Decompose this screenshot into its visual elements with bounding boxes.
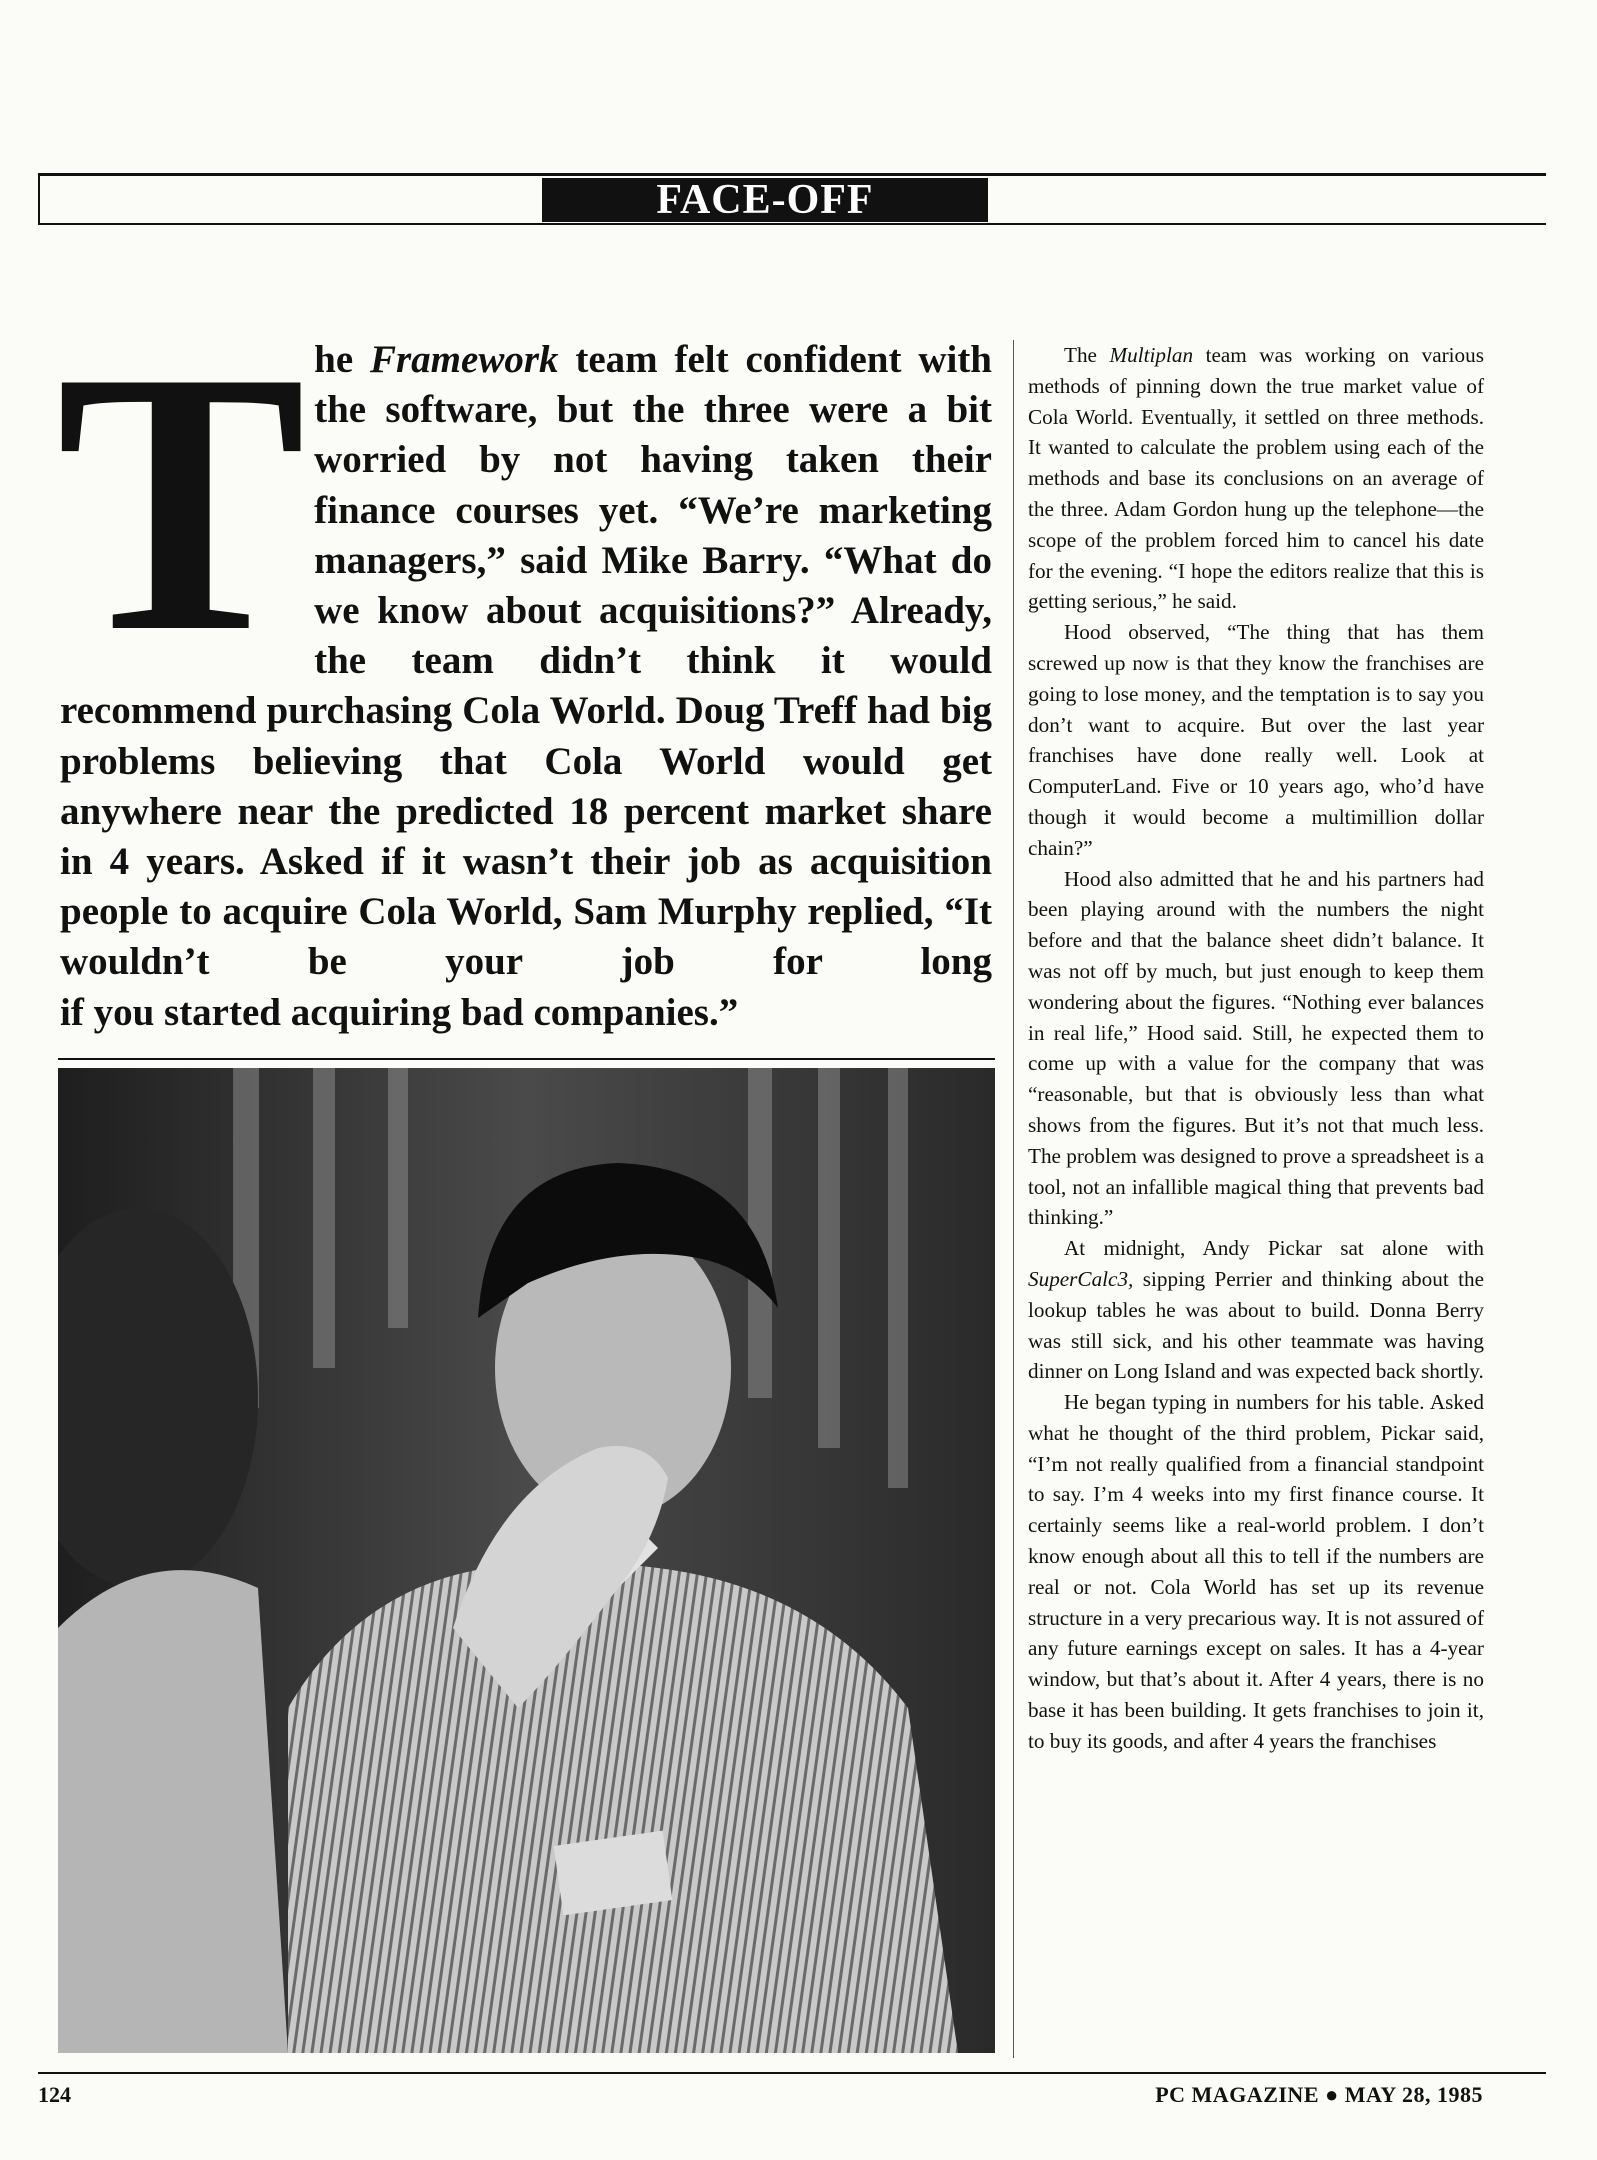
- body-text: At midnight, Andy Pickar sat alone with: [1064, 1236, 1484, 1261]
- header-left-rule: [38, 173, 40, 225]
- page-number: 124: [38, 2082, 71, 2107]
- framework-title: Framework: [369, 338, 559, 381]
- body-paragraph: [1028, 340, 1484, 617]
- header-top-rule: [38, 173, 1546, 176]
- multiplan-title: Multiplan: [1109, 343, 1194, 367]
- publication-credit: PC MAGAZINE ● MAY 28, 1985: [1155, 2082, 1483, 2107]
- photo-man-thinking: [58, 1068, 995, 2053]
- lead-text-start: he: [314, 338, 370, 381]
- body-paragraph: He began typing in numbers for his table. Asked what he thought of the third problem, Pickar said, “I’m not really qualified from a financial standpoint to say. I’m 4 weeks into my first finance course. It certainly seems like a real-world problem. I don’t know enough about all this to tell if the numbers are real or not. Cola World has set up its revenue structure in a very precarious way. It is not assured of any future earnings except on sales. It has a 4-year window, but that’s about it. After 4 years, there is no base it has been building. It gets franchises to join it, to buy its goods, and after 4 years the franchises: [1028, 1390, 1484, 1753]
- body-text: sipping Perrier and thinking about the lookup tables he was about to build. Donna Berry was still sick, and his other teammate was having dinner on Long Island and was expected back shortly.: [1028, 1266, 1484, 1384]
- footer-rule: [38, 2072, 1546, 2074]
- lead-paragraph: [56, 295, 992, 1038]
- body-paragraph: Hood also admitted that he and his partners had been playing around with the numbers the night before and that the balance sheet didn’t balance. It was not off by much, but just enough to keep them wondering about the figures. “Nothing ever balances in real life,” Hood said. Still, he expected them to come up with a value for the company that was “reasonable, but that is obviously less than what shows from the figures. But it’s not that much less. The problem was designed to prove a spreadsheet is a tool, not an infallible magical thing that prevents bad thinking.”: [1028, 866, 1484, 1230]
- photo-top-rule: [58, 1058, 995, 1060]
- drop-cap: T: [56, 295, 307, 710]
- body-column: [1028, 340, 1484, 1757]
- supercalc-title: SuperCalc3,: [1028, 1266, 1134, 1291]
- lead-text-last-line: if you started acquiring bad companies.”: [60, 990, 739, 1034]
- section-label: FACE-OFF: [542, 178, 988, 222]
- header-bottom-rule: [38, 223, 1546, 225]
- body-paragraph: [1028, 1233, 1484, 1387]
- column-divider: [1013, 340, 1014, 2058]
- body-paragraph: Hood observed, “The thing that has them screwed up now is that they know the franchises are going to lose money, and the temptation is to say you don’t want to acquire. But over the last year franchises have done really well. Look at ComputerLand. Five or 10 years ago, who’d have though it would become a multimillion dollar chain?”: [1028, 620, 1484, 860]
- lead-text-body: team felt confident with the software, but the three were a bit worried by not having taken their finance courses yet. “We’re marketing managers,” said Mike Barry. “What do we know about acquisitions?” Already, the team didn’t think it would recommend purchasing Cola World. Doug Treff had big problems believing that Cola World would get anywhere near the predicted 18 percent market share in 4 years. Asked if it wasn’t their job as acquisition people to acquire Cola World, Sam Murphy replied, “It wouldn’t be your job for long: [60, 338, 992, 984]
- body-text: team was working on various methods of pinning down the true market value of Cola World. Eventually, it settled on three methods. It wanted to calculate the problem using each of the methods and base its conclusions on an average of the three. Adam Gordon hung up the telephone—the scope of the problem forced him to cancel his date for the evening. “I hope the editors realize that this is getting serious,” he said.: [1028, 343, 1484, 614]
- body-text: The: [1064, 343, 1110, 367]
